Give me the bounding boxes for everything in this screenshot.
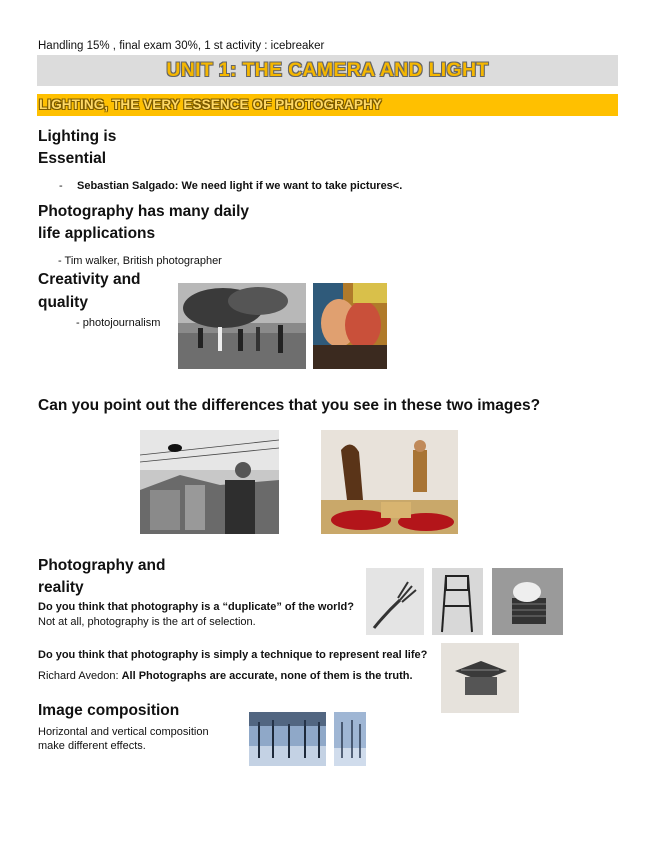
reality-answer-1: Not at all, photography is the art of selection. bbox=[38, 616, 256, 628]
heading-reality-1: Photography and bbox=[38, 557, 166, 574]
heading-creativity-2: quality bbox=[38, 294, 88, 311]
colorful-kiss-photo bbox=[313, 283, 387, 369]
unit-title: UNIT 1: THE CAMERA AND LIGHT bbox=[166, 59, 489, 81]
salgado-quote: Sebastian Salgado: We need light if we want to take pictures<. bbox=[77, 180, 403, 192]
composition-text-2: make different effects. bbox=[38, 740, 146, 752]
tim-walker-bullet: - Tim walker, British photographer bbox=[58, 255, 222, 267]
subtitle-bar bbox=[37, 94, 618, 116]
heading-lighting-2: Essential bbox=[38, 150, 107, 167]
avedon-name: Richard Avedon: bbox=[38, 670, 122, 682]
question-heading: Can you point out the differences that you see in these two images? bbox=[38, 397, 541, 414]
drain-object-photo bbox=[441, 643, 519, 713]
heading-daily-2: life applications bbox=[38, 225, 156, 242]
heading-daily-1: Photography has many daily bbox=[38, 203, 250, 220]
heading-lighting-1: Lighting is bbox=[38, 128, 117, 145]
heading-reality-2: reality bbox=[38, 579, 84, 596]
grading-note: Handling 15% , final exam 30%, 1 st activity : icebreaker bbox=[38, 40, 325, 52]
section-subtitle: LIGHTING, THE VERY ESSENCE OF PHOTOGRAPHY bbox=[39, 97, 382, 112]
drain-with-plate-photo bbox=[492, 568, 563, 635]
avedon-quote-line bbox=[38, 669, 413, 683]
snowy-trees-vertical-photo bbox=[334, 712, 366, 766]
reality-question-2: Do you think that photography is simply a technique to represent real life? bbox=[38, 649, 428, 661]
composition-text-1: Horizontal and vertical composition bbox=[38, 726, 209, 738]
snowy-trees-horizontal-photo bbox=[249, 712, 326, 766]
bullet-dash: - bbox=[59, 180, 63, 192]
heading-creativity-1: Creativity and bbox=[38, 271, 141, 288]
reality-question-1: Do you think that photography is a “duplicate” of the world? bbox=[38, 601, 354, 613]
bent-fork-photo bbox=[366, 568, 424, 635]
tall-chair-photo bbox=[432, 568, 483, 635]
photojournalism-road-photo bbox=[178, 283, 306, 369]
bw-boy-hillside-photo bbox=[140, 430, 279, 534]
unit-title-bar bbox=[37, 55, 618, 86]
heading-composition: Image composition bbox=[38, 702, 180, 719]
avedon-quote: All Photographs are accurate, none of them is the truth. bbox=[121, 670, 413, 682]
photojournalism-bullet: - photojournalism bbox=[76, 317, 161, 329]
horse-and-woman-stage-photo bbox=[321, 430, 458, 534]
